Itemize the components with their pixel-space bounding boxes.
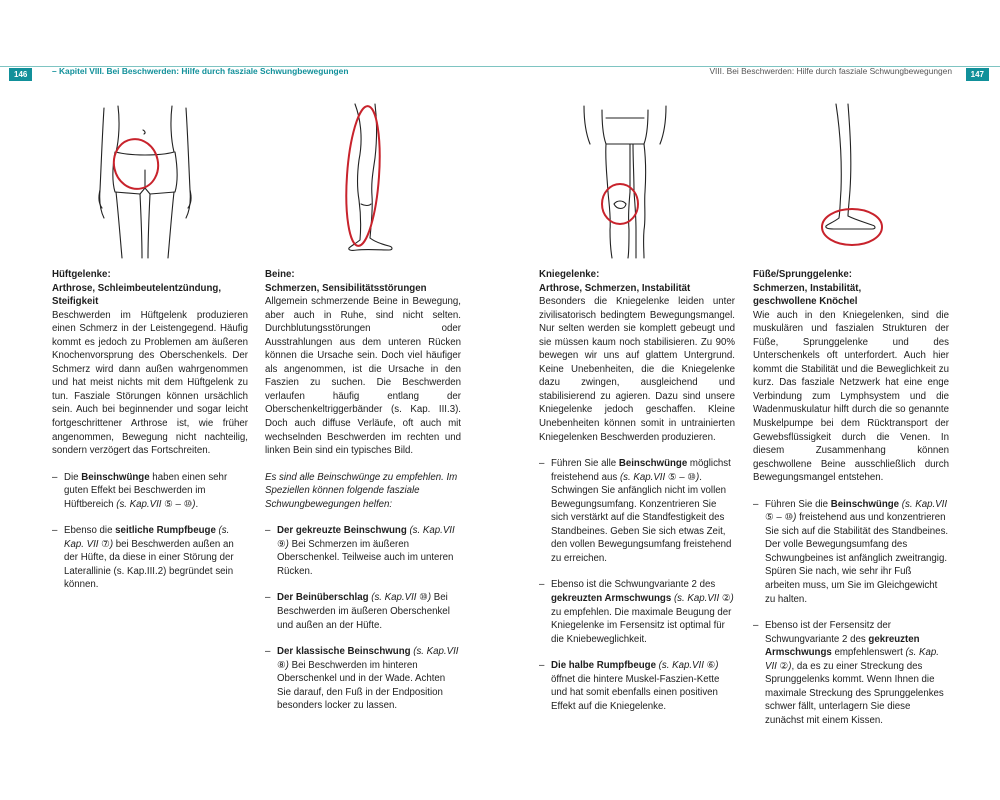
section-body: Beschwerden im Hüftgelenk produzieren einen Schmerz in der Leistengegend. Häufig kommt es jedoch zu Problemen am äußeren Knochenvorsprung des Oberschenkels. Der Schmerz wird dann außen wahrgenommen und hat meist nichts mit dem Hüftgelenk zu tun. Fasziale Störungen können ursächlich sein. Auch bei beginnender und sogar leicht fortgeschrittener Arthrose ist, wie früher angenommen, Bewegung nicht nachteilig, sondern verzögert das Fortschreiten. [52,309,248,457]
section-legs [265,268,461,726]
list-item: – Ebenso ist die Schwungvariante 2 des gekreuzten Armschwungs (s. Kap.VII ②) zu empfehlen. Die maximale Beugung der Kniegelenke im Fersensitz ist optimal für die Kniebeweglichkeit. [539,579,734,645]
page-number-left: 146 [9,68,32,81]
section-title: Füße/Sprunggelenke: Schmerzen, Instabilität, geschwollene Knöchel [753,269,862,308]
recommendation-list [52,471,248,592]
section-body: Allgemein schmerzende Beine in Bewegung, aber auch in Ruhe, sind nicht selten. Durchblutungsstörungen oder Ausstrahlungen aus dem unteren Rücken können die Ursache sein. Doch viel häufiger als angenommen, ist die Ursache in den Faszien zu suchen. Die Beschwerden verlaufen häufig entlang der Oberschenkeltriggerbänder (s. Kap. III.3). Doch auch diffuse Verläufe, oft auch mit wechselnden Beschwerden im rechten und linken Bein sind ein typisches Bild. [265,296,461,457]
section-feet [753,268,949,741]
list-item: – Die halbe Rumpfbeuge (s. Kap.VII ⑥) öffnet die hintere Muskel-Faszien-Kette und hat somit ebenfalls einen positiven Effekt auf die Kniegelenke. [539,660,720,712]
section-body: Wie auch in den Kniegelenken, sind die muskulären und faszialen Strukturen der Füße, Sprunggelenke und des Unterschenkels oft unterfordert. Auch hier kommt die Stabilität und die Beweglichkeit zu kurz. Das fasziale Netzwerk hat eine enge Verbindung zum Lymphsystem und die Wadenmuskulatur hilft durch die so genannte Muskelpumpe bei dem Rücktransport der Gewebsflüssigkeit durch die Venen. In diesem Zusammenhang können geschwollene Beine ausschließlich durch Bewegungsmangel entstehen. [753,309,949,484]
knee-figure-icon [580,100,670,260]
running-title-right: VIII. Bei Beschwerden: Hilfe durch fasziale Schwungbewegungen [709,66,952,76]
section-title: Kniegelenke: Arthrose, Schmerzen, Instabilität [539,269,691,294]
list-item: – Ebenso ist der Fersensitz der Schwungvariante 2 des gekreuzten Armschwungs empfehlenswert (s. Kap. VII ②), da es zu einer Streckung des Sprunggelenks kommt. Wenn Ihnen die maximale Streckung des Sprunggelenkes schwer fällt, unterlagern Sie diese zunächst mit einem Kissen. [753,620,944,726]
list-item: – Führen Sie alle Beinschwünge möglichst freistehend aus (s. Kap.VII ⑤ – ⑩). Schwingen Sie anfänglich nicht im vollen Bewegungsumfang. Konzentrieren Sie sich verstärkt auf die Standfestigkeit des Standbeines. Geben Sie sich etwas Zeit, den vollen Bewegungsumfang freistehend zu erreichen. [539,458,732,564]
recommendation-list [539,457,735,713]
recommendation-list [265,524,461,713]
section-hips [52,268,248,605]
section-title: Beine: Schmerzen, Sensibilitätsstörungen [265,269,427,294]
section-body: Besonders die Kniegelenke leiden unter zivilisatorisch bedingtem Bewegungsmangel. Nur selten werden sie komplett gebeugt und sie müssen kaum noch stabilisieren. Zu 90% bewegen wir uns auf glattem Untergrund. Keine Unebenheiten, die die Kniegelenke dazu zwingen, ausgleichend und stabilisierend zu agieren. Dazu sind unsere Kniegelenke jedoch geschaffen. Kleine Unebenheiten können somit in untrainierten Kniegelenken Beschwerden produzieren. [539,296,735,443]
list-item: – Der gekreuzte Beinschwung (s. Kap.VII ⑨) Bei Schmerzen im äußeren Oberschenkel. Teilweise auch im unteren Rücken. [265,525,455,577]
hip-figure-icon [90,100,200,260]
list-item: – Der Beinüberschlag (s. Kap.VII ⑩) Bei Beschwerden im äußeren Oberschenkel und außen an der Hüfte. [265,592,450,631]
leg-figure-icon [325,100,410,260]
section-knees [539,268,735,726]
list-item: – Führen Sie die Beinschwünge (s. Kap.VII ⑤ – ⑩) freistehend aus und konzentrieren Sie sich auf die Stabilität des Standbeines. Der volle Bewegungsumfang des Schwungbeines ist anfänglich zweitrangig. Spüren Sie nach, wie sehr ihr Fuß arbeiten muss, um Sie im Gleichgewicht zu halten. [753,498,949,605]
list-item: – Ebenso die seitliche Rumpfbeuge (s. Kap. VII ⑦) bei Beschwerden außen an der Hüfte, da diese in einer Störung der Laterallinie (s. Kap.III.2) begründet sein können. [52,525,234,591]
recommendation-list [753,498,949,728]
list-item: – Die Beinschwünge haben einen sehr guten Effekt bei Beschwerden im Hüftbereich (s. Kap.VII ⑤ – ⑩). [52,471,228,510]
list-item: – Der klassische Beinschwung (s. Kap.VII ⑧) Bei Beschwerden im hinteren Oberschenkel und in der Wade. Achten Sie darauf, den Fuß in der Endposition besonders locker zu lassen. [265,646,459,712]
section-intro: Es sind alle Beinschwünge zu empfehlen. Im Speziellen können folgende fasziale Schwungbewegungen helfen: [265,471,458,510]
section-title: Hüftgelenke: Arthrose, Schleimbeutelentzündung, Steifigkeit [52,269,222,308]
running-title-left: – Kapitel VIII. Bei Beschwerden: Hilfe durch fasziale Schwungbewegungen [52,66,349,76]
foot-figure-icon [812,100,892,260]
page-number-right: 147 [966,68,989,81]
